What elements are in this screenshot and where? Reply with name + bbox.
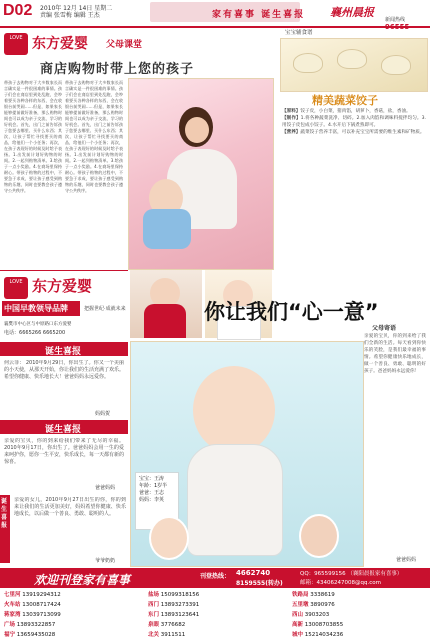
ad-hotline-2: 8159555(转办) — [236, 580, 283, 587]
contact-city: 火车站 — [4, 602, 21, 608]
toddler-body — [144, 304, 186, 338]
contact-row — [148, 610, 288, 620]
contact-row — [292, 600, 426, 610]
ad-site: 把握世纪·成就未来 — [84, 306, 126, 312]
hotline-label: 新闻热线 — [385, 17, 406, 23]
baby-feature-photo — [130, 341, 364, 567]
ad-phone-label: 电话 — [4, 330, 15, 336]
ad-email-value: 43406247008@qq.com — [316, 580, 381, 586]
contacts-col-3 — [292, 590, 426, 640]
birth3-title: 诞生喜报 — [1, 498, 8, 529]
birth3-sign: 爷爷奶奶 — [95, 558, 116, 564]
baby-feature-body — [187, 444, 283, 556]
mother-child-photo — [128, 78, 274, 270]
contact-row — [4, 600, 144, 610]
parent-message-body: 亲爱的宝贝，你的到来给了我们全新的生活。每天看到你快乐的笑脸，是我们最幸福的事情。希望你健康快乐地成长，做一个善良、勇敢、聪明的好孩子。爸爸妈妈永远爱你！ — [364, 334, 426, 374]
ad-hotline-1: 4662740 — [236, 569, 271, 577]
article-body-col1: 带孩子去购物对于大多数家长而言确实是一件很困难的事情。孩子们会在商店里到处乱跑，会吵着要买各种各样的东西，会在收银台前哭闹……但是，如果家长能够提前做好准备，那么购物时间也可以成为亲子交流、学习的好机会。首先，出门之前告诉孩子您要去哪里、买什么东西；其次，让孩子帮忙寻找要买的商品，给他们一个小任务；再次，在孩子表现好的时候及时给予表扬。1.出发前计划好购物的时间。2.一起列购物清单。3.给孩子一点小奖励。4.在商场里保持耐心。带孩子购物的过程中，不要急于求成，要让孩子感受到购物的乐趣，同时也要教会孩子遵守公共秩序。 — [4, 80, 62, 193]
contact-city: 城中 — [292, 632, 304, 638]
mother-face — [185, 117, 209, 143]
recipe-caption: 宝宝辅食谱 — [285, 30, 313, 36]
love-logo: LOVE — [4, 33, 28, 55]
brand-name: 东方爱婴 — [32, 36, 88, 52]
column-tag: 父母课堂 — [106, 40, 143, 50]
recipe-title: 精美蔬菜饺子 — [312, 94, 378, 107]
contact-row — [292, 620, 426, 630]
ad-phone2: 6665200 — [42, 330, 66, 336]
ad-address: 襄樊市中心区与中原路口东方爱婴 — [4, 322, 72, 327]
recipe-body — [282, 108, 426, 258]
method-label: 【制作】 — [282, 116, 301, 121]
ad-brand: 东方爱婴 — [32, 277, 93, 295]
baby-inset-2 — [299, 514, 339, 558]
ad-bar-title: 欢迎刊登家有喜事 — [34, 573, 131, 587]
birth1-title: 诞生喜报 — [45, 347, 82, 357]
parent-message-label: 父母寄语 — [372, 325, 397, 332]
ad-qq-value: 965599156 — [314, 571, 346, 577]
ad-note: （襄阳晨报家有喜事） — [347, 571, 403, 577]
contact-row — [4, 610, 144, 620]
hotline-number: 96555 — [385, 23, 410, 31]
tips-label: 【营养】 — [282, 130, 301, 135]
contact-row — [148, 590, 288, 600]
contact-city: 七里河 — [4, 592, 21, 598]
contact-city: 盐场 — [148, 592, 160, 598]
contact-row — [292, 590, 426, 600]
ingredients-text: 饺子皮，小白菜，猪肉馅，胡萝卜，香菇，盐，香油。 — [300, 109, 411, 114]
ad-logo: LOVE — [4, 277, 28, 299]
contact-city: 西山 — [292, 612, 304, 618]
birth1-body: 何云菲： 2010年9月29日，你出生了。你又一个美丽的小天使，从那天开始，你让我们的生活充满了欢乐。希望你健康、快乐地长大！爸爸妈妈永远爱你。 — [4, 360, 124, 380]
birth1-sign: 妈妈贺 — [95, 411, 111, 417]
dumpling-1 — [293, 53, 323, 73]
page-number: D02 — [3, 2, 33, 19]
article-headline: 商店购物时带上您的孩子 — [40, 62, 195, 77]
ad-phone1: 6665266 — [19, 330, 42, 336]
brand-ad — [0, 270, 128, 339]
contact-phone: 13008703855 — [304, 622, 344, 628]
contact-phone: 3890976 — [310, 602, 335, 608]
contact-phone: 13893273391 — [160, 602, 200, 608]
contact-row — [4, 620, 144, 630]
ad-qq — [300, 569, 402, 577]
baby-feature-face — [193, 366, 275, 454]
baby-info-line-3: 爸爸：王志 — [139, 490, 165, 496]
editor-text: 责编 张雪梅 编辑 王杰 — [40, 12, 100, 19]
dumpling-2 — [337, 49, 367, 69]
birth2-sign: 爸爸妈妈 — [95, 485, 116, 491]
contact-row — [4, 590, 144, 600]
contact-city: 东门 — [148, 612, 160, 618]
toddler-photo — [130, 270, 202, 338]
contact-row — [148, 620, 288, 630]
ad-hotline-label: 刊登热线： — [200, 573, 231, 580]
contact-city: 广场 — [4, 622, 16, 628]
contacts-col-2 — [148, 590, 288, 640]
ad-qq-label: QQ： — [300, 571, 315, 577]
birth2-title: 诞生喜报 — [45, 425, 82, 435]
contact-phone: 3776682 — [160, 622, 186, 628]
ad-email — [300, 578, 381, 586]
contact-phone: 15099318156 — [160, 592, 200, 598]
ad-email-label: 邮箱： — [300, 580, 317, 586]
contact-phone: 13008717424 — [22, 602, 61, 608]
child-body — [143, 209, 191, 249]
contact-phone: 3338619 — [310, 592, 335, 598]
contact-phone: 13039713099 — [22, 612, 61, 618]
contacts-col-1 — [4, 590, 144, 640]
contact-phone: 13893123641 — [160, 612, 200, 618]
dumpling-photo — [280, 38, 428, 92]
contact-row — [148, 600, 288, 610]
section-title: 家有喜事 诞生喜报 — [212, 10, 306, 20]
ingredients-label: 【原料】 — [282, 109, 301, 114]
method-text: 1.将各种蔬菜洗净、切碎。2.加入肉馅和调味料搅拌均匀。3.用饺子皮包成小饺子。4.水开后下锅煮熟即可。 — [282, 116, 426, 128]
baby-info-line-1: 宝宝：王涛 — [139, 476, 165, 482]
contact-row — [292, 610, 426, 620]
contact-city: 北关 — [148, 632, 160, 638]
hotline — [385, 16, 430, 31]
ad-phone: 电话：6665266 6665200 — [4, 330, 66, 336]
contact-city: 泉眼 — [148, 622, 160, 628]
contact-city: 高新 — [292, 622, 304, 628]
contact-city: 蒋家湾 — [4, 612, 21, 618]
baby-info-line-4: 妈妈：李英 — [139, 497, 165, 503]
tips-text: 蔬菜饺子营养丰富，可以补充宝宝所需要的维生素和矿物质。 — [300, 130, 425, 135]
contact-phone: 3903203 — [304, 612, 330, 618]
contact-phone: 13893322857 — [16, 622, 56, 628]
birth3-body: 亲爱的女儿，2010年9月27日出生的你，你的到来让我们的生活更加美好，妈妈希望你健康、快乐地成长，以后做一个善良、勇敢、聪明的人。 — [14, 497, 126, 517]
paper-name: 襄州晨报 — [330, 6, 374, 19]
contact-phone: 13659435028 — [16, 632, 56, 638]
baby-info-line-2: 年龄：1岁半 — [139, 483, 168, 489]
issue-date — [40, 5, 112, 19]
contact-city: 五里墩 — [292, 602, 309, 608]
contact-phone: 15214034236 — [304, 632, 344, 638]
ad-slogan: 中国早教领导品牌 — [4, 304, 68, 313]
contact-city: 福宁 — [4, 632, 16, 638]
contact-phone: 13919294312 — [22, 592, 61, 598]
contact-city: 西门 — [148, 602, 160, 608]
article-body-col2: 带孩子去购物对于大多数家长而言确实是一件很困难的事情。孩子们会在商店里到处乱跑，会吵着要买各种各样的东西，会在收银台前哭闹……但是，如果家长能够提前做好准备，那么购物时间也可以成为亲子交流、学习的好机会。首先，出门之前告诉孩子您要去哪里、买什么东西；其次，让孩子帮忙寻找要买的商品，给他们一个小任务；再次，在孩子表现好的时候及时给予表扬。1.出发前计划好购物的时间。2.一起列购物清单。3.给孩子一点小奖励。4.在商场里保持耐心。带孩子购物的过程中，不要急于求成，要让孩子感受到购物的乐趣，同时也要教会孩子遵守公共秩序。 — [65, 80, 123, 193]
contact-city: 铁路局 — [292, 592, 309, 598]
date-text: 2010年 12月 14日 星期二 — [40, 5, 113, 12]
birth2-body: 亲爱的宝贝，你的到来给我们带来了无尽的幸福。2010年9月17日，你出生了。爸爸妈妈会用一生的爱来呵护你，愿你一生平安，快乐成长，每一天都有新的惊喜。 — [4, 438, 124, 465]
parent-message-sign: 爸爸妈妈 — [396, 557, 417, 563]
dumpling-3 — [381, 55, 411, 75]
baby-inset-1 — [149, 516, 189, 560]
baby-feature-title: 你让我们“心一意” — [204, 300, 379, 324]
contact-phone: 3911511 — [160, 632, 186, 638]
